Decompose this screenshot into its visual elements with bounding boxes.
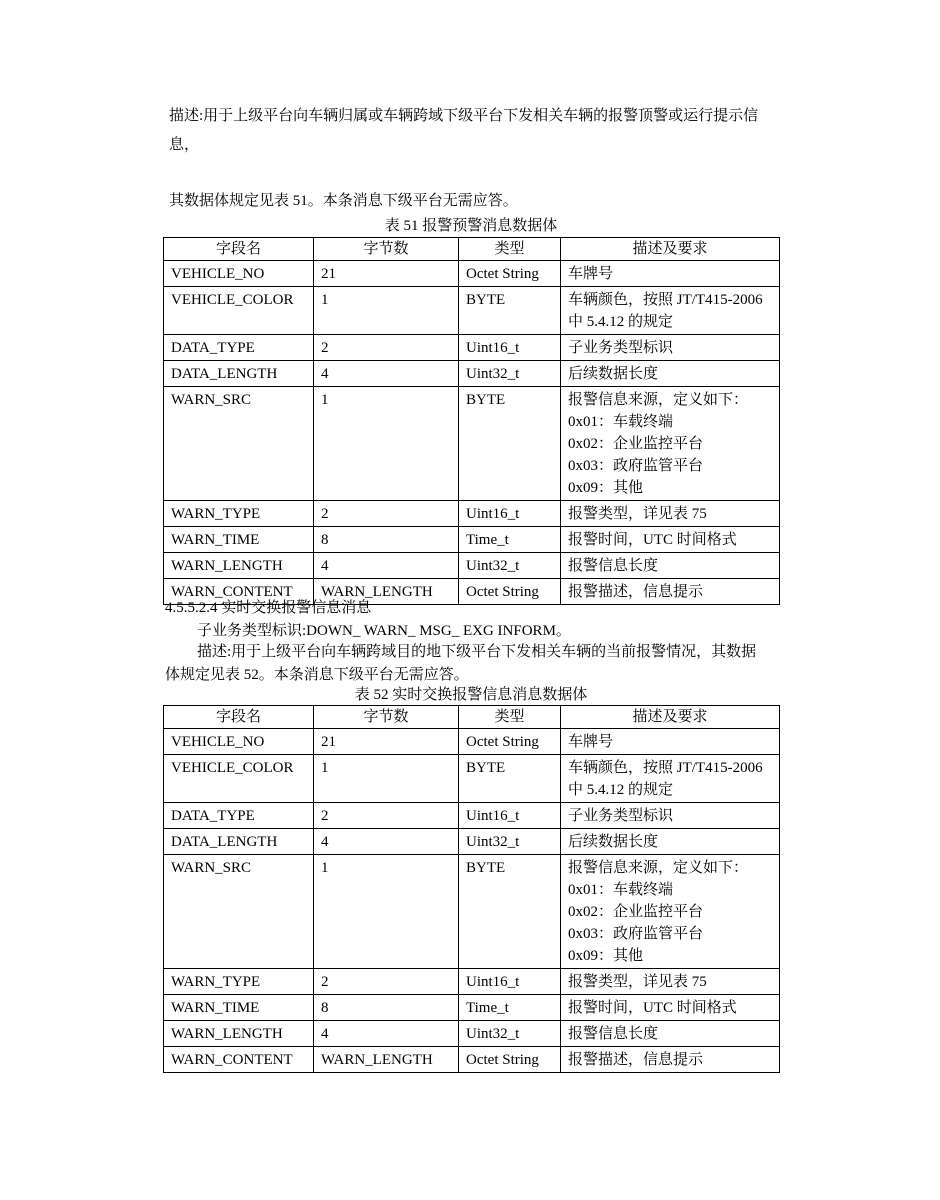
table51-body <box>164 261 780 605</box>
description-cell <box>561 855 780 969</box>
column-header-type: 类型 <box>459 238 561 261</box>
field-name-cell: VEHICLE_NO <box>164 261 314 287</box>
description-line: 0x09：其他 <box>568 947 644 964</box>
description-cell <box>561 501 780 527</box>
type-cell: Time_t <box>459 995 561 1021</box>
type-cell: Uint32_t <box>459 361 561 387</box>
byte-count-cell: 8 <box>314 527 459 553</box>
description-cell <box>561 729 780 755</box>
description-line: 0x03：政府监管平台 <box>568 925 704 942</box>
type-cell: Octet String <box>459 729 561 755</box>
description-cell <box>561 261 780 287</box>
table-header-row <box>164 706 780 729</box>
table-row <box>164 501 780 527</box>
description-cell <box>561 527 780 553</box>
intro-paragraph-line: 描述:用于上级平台向车辆归属或车辆跨域下级平台下发相关车辆的报警顶警或运行提示信 <box>169 108 759 124</box>
table-row <box>164 335 780 361</box>
type-cell: BYTE <box>459 755 561 803</box>
type-cell: BYTE <box>459 387 561 501</box>
table-row <box>164 969 780 995</box>
intro-paragraph-2: 其数据体规定见表 51。本条消息下级平台无需应答。 <box>169 193 518 209</box>
field-name-cell: DATA_LENGTH <box>164 829 314 855</box>
byte-count-cell: 1 <box>314 855 459 969</box>
table52 <box>163 705 780 1073</box>
field-name-cell: WARN_TYPE <box>164 969 314 995</box>
column-header-desc: 描述及要求 <box>561 706 780 729</box>
field-name-cell: WARN_LENGTH <box>164 553 314 579</box>
description-cell <box>561 335 780 361</box>
description-line: 后续数据长度 <box>568 833 659 850</box>
type-cell: Uint32_t <box>459 829 561 855</box>
description-line: 报警信息来源，定义如下： <box>568 859 749 876</box>
byte-count-cell: 1 <box>314 387 459 501</box>
description-line: 车牌号 <box>568 733 614 750</box>
column-header-type: 类型 <box>459 706 561 729</box>
field-name-cell: WARN_TIME <box>164 995 314 1021</box>
type-cell: Uint16_t <box>459 335 561 361</box>
description-cell <box>561 803 780 829</box>
table-header-row <box>164 238 780 261</box>
table-row <box>164 755 780 803</box>
type-cell: Octet String <box>459 1047 561 1073</box>
type-cell: Time_t <box>459 527 561 553</box>
byte-count-cell: 1 <box>314 755 459 803</box>
byte-count-cell: 8 <box>314 995 459 1021</box>
description-line: 报警类型，详见表 75 <box>568 973 707 990</box>
table-row <box>164 729 780 755</box>
field-name-cell: DATA_TYPE <box>164 335 314 361</box>
column-header-field: 字段名 <box>164 706 314 729</box>
description-cell <box>561 969 780 995</box>
description-line: 0x03：政府监管平台 <box>568 457 704 474</box>
type-cell: Uint32_t <box>459 1021 561 1047</box>
table-row <box>164 1047 780 1073</box>
section-description-line: 描述:用于上级平台向车辆跨域目的地下级平台下发相关车辆的当前报警情况，其数据 <box>197 644 757 660</box>
byte-count-cell: 2 <box>314 803 459 829</box>
type-cell: Uint16_t <box>459 501 561 527</box>
description-cell <box>561 387 780 501</box>
column-header-bytes: 字节数 <box>314 238 459 261</box>
byte-count-cell: 4 <box>314 829 459 855</box>
table52-body <box>164 729 780 1073</box>
description-line: 报警时间，UTC 时间格式 <box>568 531 737 548</box>
intro-paragraph-line: 息， <box>169 137 200 153</box>
description-cell <box>561 1021 780 1047</box>
column-header-desc: 描述及要求 <box>561 238 780 261</box>
type-cell: Uint32_t <box>459 553 561 579</box>
description-line: 中 5.4.12 的规定 <box>568 781 674 798</box>
type-cell: BYTE <box>459 287 561 335</box>
column-header-field: 字段名 <box>164 238 314 261</box>
type-cell: Octet String <box>459 579 561 605</box>
byte-count-cell: WARN_LENGTH <box>314 1047 459 1073</box>
field-name-cell: VEHICLE_NO <box>164 729 314 755</box>
description-line: 0x09：其他 <box>568 479 644 496</box>
table-row <box>164 829 780 855</box>
type-cell: Octet String <box>459 261 561 287</box>
byte-count-cell: 4 <box>314 1021 459 1047</box>
table-row <box>164 387 780 501</box>
description-line: 报警信息长度 <box>568 557 659 574</box>
table-row <box>164 1021 780 1047</box>
table-row <box>164 287 780 335</box>
description-cell <box>561 553 780 579</box>
description-cell <box>561 829 780 855</box>
description-line: 车牌号 <box>568 265 614 282</box>
description-cell <box>561 361 780 387</box>
table52-title: 表 52 实时交换报警信息消息数据体 <box>354 687 588 703</box>
description-line: 报警信息长度 <box>568 1025 659 1042</box>
intro-paragraph <box>163 102 785 160</box>
description-cell <box>561 755 780 803</box>
table-row <box>164 527 780 553</box>
field-name-cell: WARN_CONTENT <box>164 579 314 605</box>
byte-count-cell: 2 <box>314 501 459 527</box>
field-name-cell: VEHICLE_COLOR <box>164 755 314 803</box>
section-description-line: 体规定见表 52。本条消息下级平台无需应答。 <box>165 667 469 683</box>
description-line: 子业务类型标识 <box>568 339 674 356</box>
description-cell <box>561 287 780 335</box>
table-row <box>164 803 780 829</box>
description-line: 子业务类型标识 <box>568 807 674 824</box>
section-description <box>163 641 779 687</box>
field-name-cell: WARN_TIME <box>164 527 314 553</box>
description-line: 报警时间，UTC 时间格式 <box>568 999 737 1016</box>
table-row <box>164 855 780 969</box>
byte-count-cell: WARN_LENGTH <box>314 579 459 605</box>
description-line: 报警描述，信息提示 <box>568 1051 704 1068</box>
type-cell: BYTE <box>459 855 561 969</box>
description-line: 报警信息来源，定义如下： <box>568 391 749 408</box>
subtype-line: 子业务类型标识:DOWN_ WARN_ MSG_ EXG INFORM。 <box>197 623 571 639</box>
field-name-cell: WARN_LENGTH <box>164 1021 314 1047</box>
byte-count-cell: 21 <box>314 729 459 755</box>
field-name-cell: VEHICLE_COLOR <box>164 287 314 335</box>
description-line: 报警类型，详见表 75 <box>568 505 707 522</box>
description-line: 车辆颜色，按照 JT/T415-2006 <box>568 291 763 308</box>
type-cell: Uint16_t <box>459 803 561 829</box>
description-cell <box>561 1047 780 1073</box>
table51 <box>163 237 780 605</box>
field-name-cell: WARN_TYPE <box>164 501 314 527</box>
byte-count-cell: 4 <box>314 361 459 387</box>
type-cell: Uint16_t <box>459 969 561 995</box>
field-name-cell: DATA_TYPE <box>164 803 314 829</box>
description-line: 报警描述，信息提示 <box>568 583 704 600</box>
table51-title: 表 51 报警预警消息数据体 <box>384 218 558 234</box>
field-name-cell: WARN_CONTENT <box>164 1047 314 1073</box>
table-row <box>164 361 780 387</box>
description-line: 0x01：车载终端 <box>568 413 674 430</box>
byte-count-cell: 1 <box>314 287 459 335</box>
description-line: 车辆颜色，按照 JT/T415-2006 <box>568 759 763 776</box>
byte-count-cell: 4 <box>314 553 459 579</box>
section-heading: 4.5.5.2.4 实时交换报警信息消息 <box>165 600 372 616</box>
byte-count-cell: 2 <box>314 335 459 361</box>
field-name-cell: WARN_SRC <box>164 387 314 501</box>
column-header-bytes: 字节数 <box>314 706 459 729</box>
description-line: 后续数据长度 <box>568 365 659 382</box>
byte-count-cell: 2 <box>314 969 459 995</box>
field-name-cell: DATA_LENGTH <box>164 361 314 387</box>
field-name-cell: WARN_SRC <box>164 855 314 969</box>
description-cell <box>561 995 780 1021</box>
description-line: 0x02：企业监控平台 <box>568 903 704 920</box>
description-line: 0x01：车载终端 <box>568 881 674 898</box>
byte-count-cell: 21 <box>314 261 459 287</box>
table-row <box>164 261 780 287</box>
description-line: 0x02：企业监控平台 <box>568 435 704 452</box>
table-row <box>164 995 780 1021</box>
description-line: 中 5.4.12 的规定 <box>568 313 674 330</box>
table-row <box>164 553 780 579</box>
